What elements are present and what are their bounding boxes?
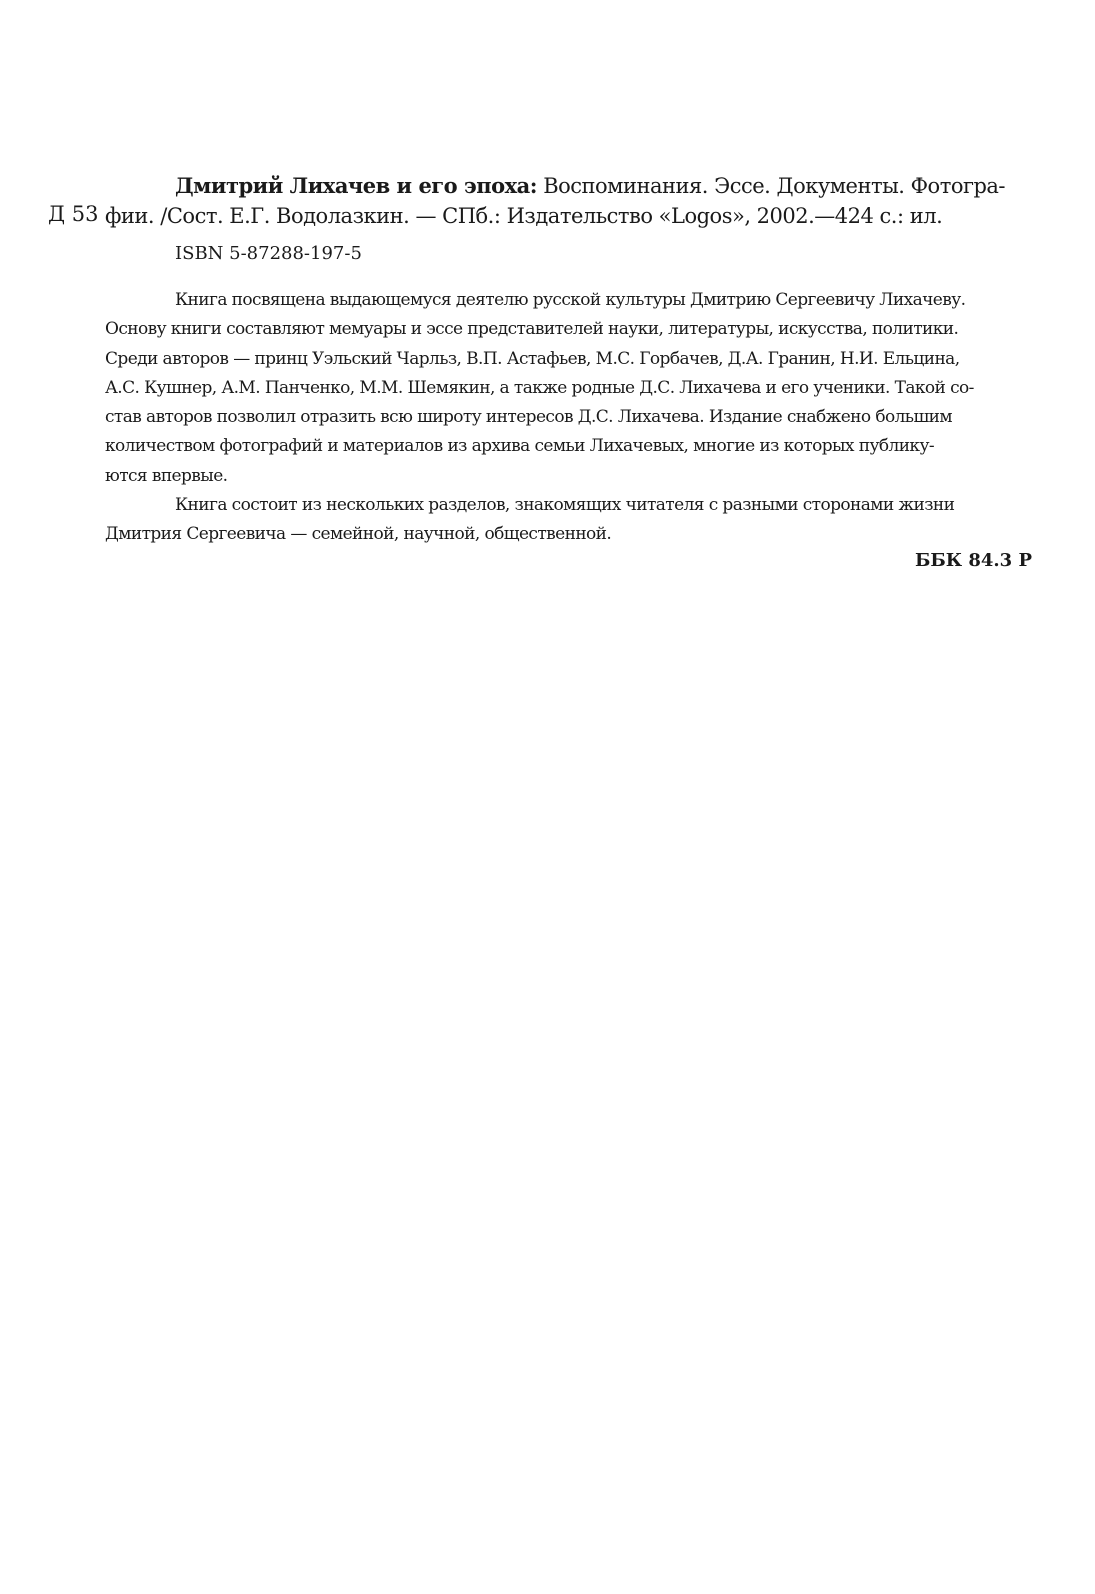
annotation [105,286,1035,550]
annotation-line: Книга посвящена выдающемуся деятелю русской культуры Дмитрию Сергеевичу Лихачеву. [175,290,966,310]
annotation-line: ются впервые. [105,465,228,486]
bibliographic-line-2: фии. /Сост. Е.Г. Водолазкин. — СПб.: Издательство «Logos», 2002.—424 с.: ил. [105,204,943,228]
annotation-line: Дмитрия Сергеевича — семейной, научной, общественной. [105,524,612,545]
isbn: ISBN 5-87288-197-5 [175,243,362,264]
annotation-line: Основу книги составляют мемуары и эссе представителей науки, литературы, искусства, политики. [105,319,959,340]
book-description: Воспоминания. Эссе. Документы. Фотогра- [537,174,1006,198]
annotation-line: Книга состоит из нескольких разделов, знакомящих читателя с разными сторонами жизни [175,495,955,516]
bibliographic-entry [105,170,1035,232]
annotation-line: Среди авторов — принц Уэльский Чарльз, В.П. Астафьев, М.С. Горбачев, Д.А. Гранин, Н.И. Ельцина, [105,348,960,369]
bbk-classification: ББК 84.3 Р [914,550,1032,571]
annotation-line: став авторов позволил отразить всю широту интересов Д.С. Лихачева. Издание снабжено большим [105,407,953,428]
annotation-line: количеством фотографий и материалов из архива семьи Лихачевых, многие из которых публику- [105,436,934,457]
book-title: Дмитрий Лихачев и его эпоха: [175,173,538,198]
catalog-index: Д 53 [48,202,99,226]
annotation-line: А.С. Кушнер, А.М. Панченко, М.М. Шемякин, а также родные Д.С. Лихачева и его ученики. Такой со- [105,377,974,398]
bibliographic-line-1 [105,170,1035,201]
